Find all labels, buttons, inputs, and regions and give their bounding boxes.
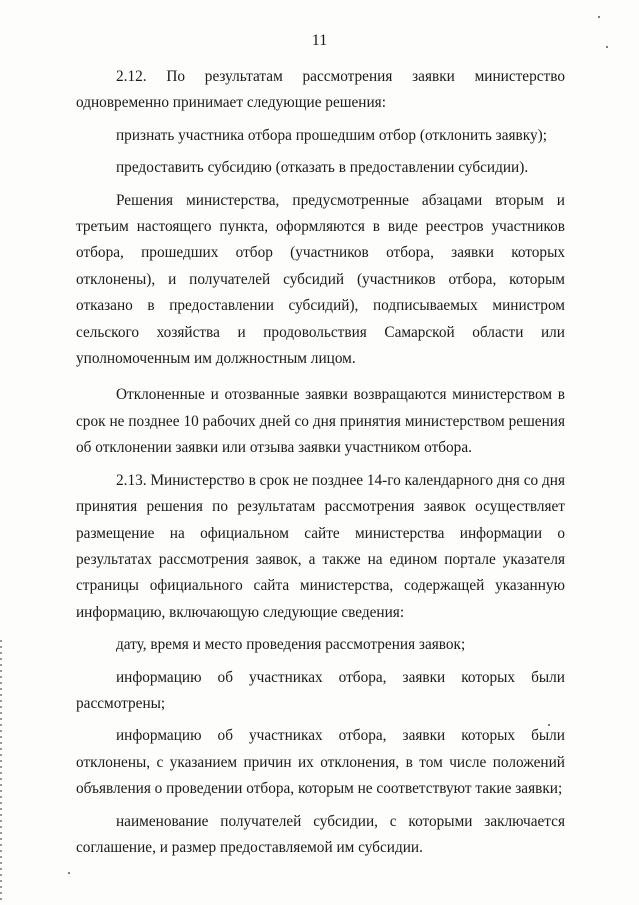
list-item-recipients: наименование получателей субсидии, с которыми заключается соглашение, и размер предоставляемой им субсидии. <box>76 812 565 856</box>
list-item-date: дату, время и место проведения рассмотрения заявок; <box>116 636 466 654</box>
paragraph-2-13: 2.13. Министерство в срок не позднее 14-го календарного дня со дня принятия решения по результатам рассмотрения заявок осуществляет размещение на официальном сайте министерства информации о результатах рассмотрения заявок, а также на едином портале указателя страницы официального сайта министерства, содержащей указанную информацию, включающую следующие сведения: <box>76 471 565 621</box>
page-number: 11 <box>311 32 328 49</box>
list-item-admit: признать участника отбора прошедшим отбор (отклонить заявку); <box>116 126 547 144</box>
scan-speck <box>606 46 608 48</box>
paragraph-decisions: Решения министерства, предусмотренные абзацами вторым и третьим настоящего пункта, оформляются в виде реестров участников отбора, прошедших отбор (участников отбора, заявки которых отклонены), и получателей субсидий (участников отбора, которым отказано в предоставлении субсидий), подписываемых министром сельского хозяйства и продовольствия Самарской области или уполномоченным им должностным лицом. <box>76 191 565 368</box>
paragraph-2-12: 2.12. По результатам рассмотрения заявки министерство одновременно принимает следующие решения: <box>76 68 565 112</box>
scan-speck <box>548 724 550 726</box>
list-item-grant: предоставить субсидию (отказать в предоставлении субсидии). <box>116 159 529 177</box>
scan-speck <box>68 872 70 874</box>
scan-speck <box>598 16 600 18</box>
list-item-rejected: информацию об участниках отбора, заявки которых были отклонены, с указанием причин их отклонения, в том числе положений объявления о проведении отбора, которым не соответствуют такие заявки; <box>76 727 565 798</box>
list-item-reviewed: информацию об участниках отбора, заявки которых были рассмотрены; <box>76 668 565 712</box>
body-text <box>76 64 565 861</box>
paragraph-rejected: Отклоненные и отозванные заявки возвращаются министерством в срок не позднее 10 рабочих дней со дня принятия министерством решения об отклонении заявки или отзыва заявки участником отбора. <box>76 386 565 457</box>
scan-edge-artifact <box>0 640 2 900</box>
